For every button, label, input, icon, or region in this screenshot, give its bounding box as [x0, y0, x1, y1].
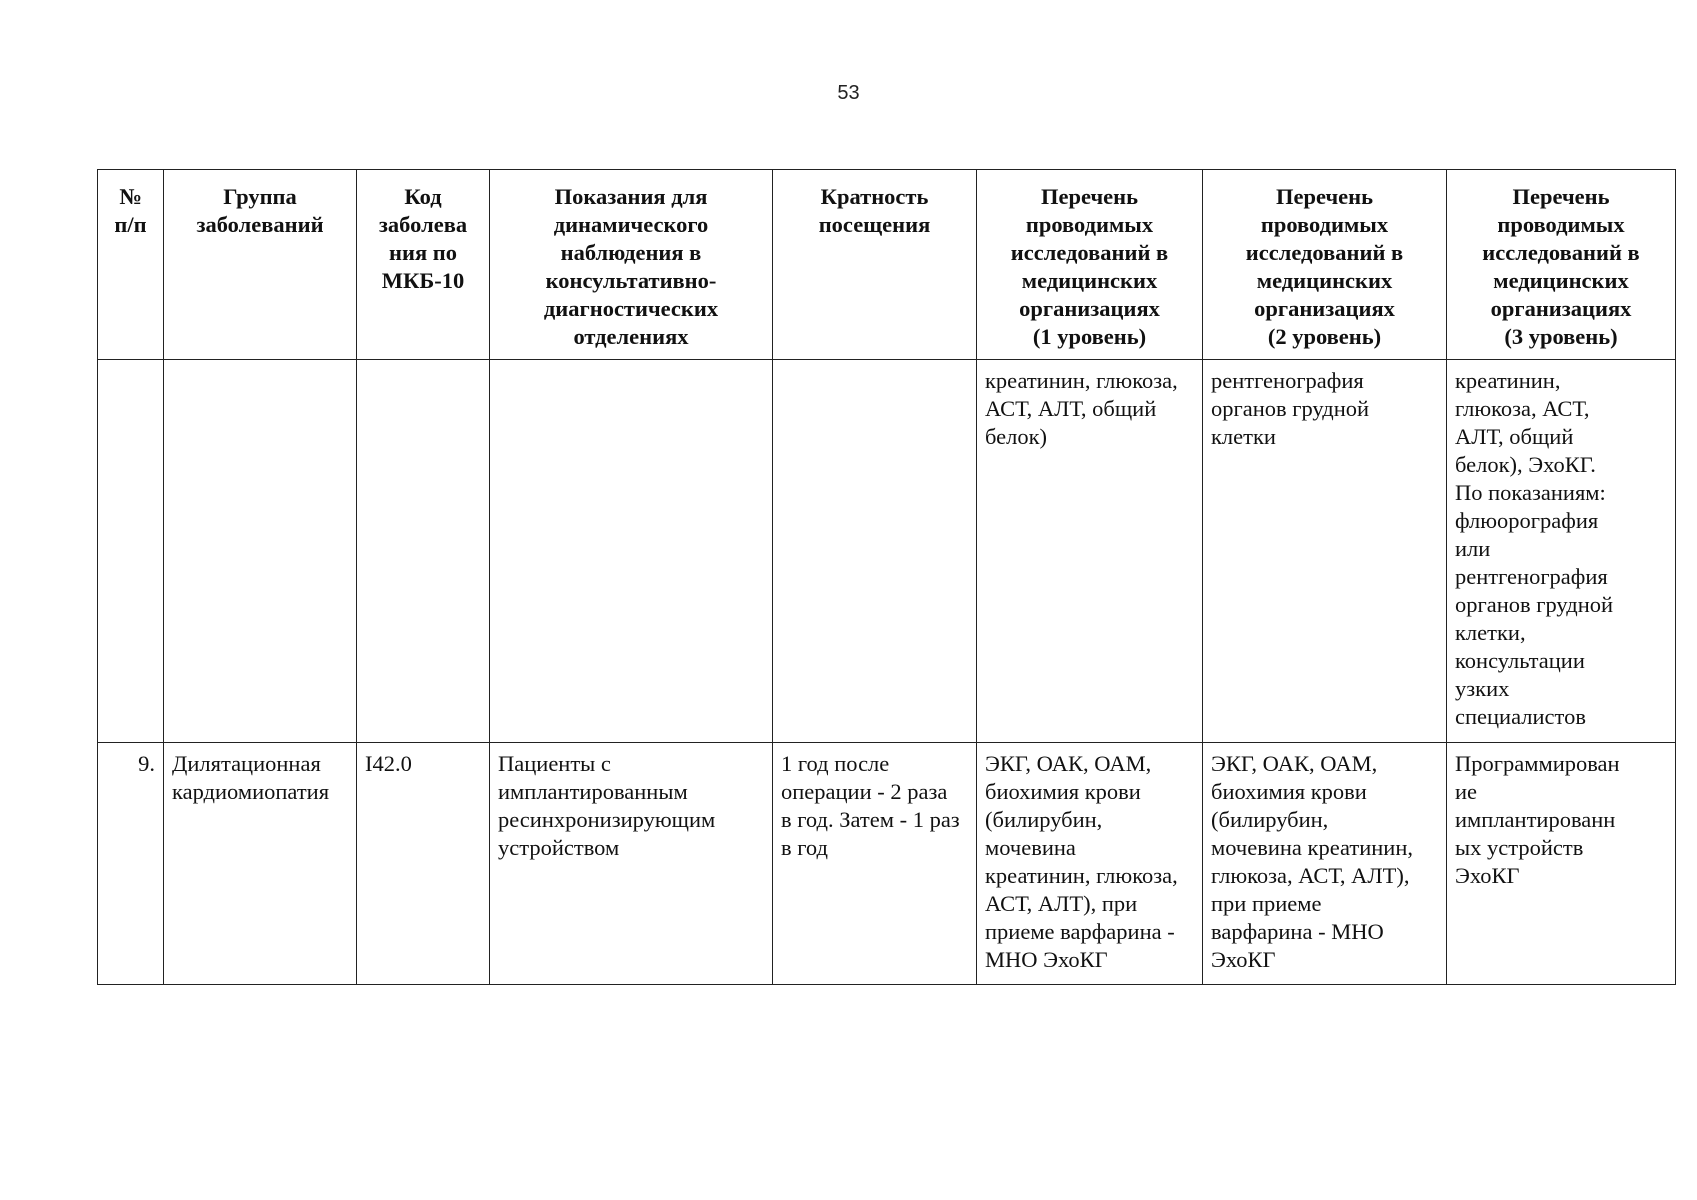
header-level-3-studies: Перечень проводимых исследований в медицинских организациях (3 уровень): [1447, 170, 1676, 360]
header-visit-frequency: Кратность посещения: [773, 170, 977, 360]
cell-level-2-studies: рентгенография органов грудной клетки: [1203, 360, 1447, 743]
cell-disease-group: [164, 360, 357, 743]
dispensary-observation-table: [97, 169, 1676, 985]
header-indications: Показания для динамического наблюдения в консультативно- диагностических отделениях: [490, 170, 773, 360]
table-header-row: [98, 170, 1676, 360]
cell-level-3-studies: креатинин, глюкоза, АСТ, АЛТ, общий белок), ЭхоКГ. По показаниям: флюорография или рентгенография органов грудной клетки, консультации узких специалистов: [1447, 360, 1676, 743]
header-level-2-studies: Перечень проводимых исследований в медицинских организациях (2 уровень): [1203, 170, 1447, 360]
cell-disease-group: Дилятационная кардиомиопатия: [164, 743, 357, 985]
header-level-1-studies: Перечень проводимых исследований в медицинских организациях (1 уровень): [977, 170, 1203, 360]
cell-level-3-studies: Программирован ие имплантированн ых устройств ЭхоКГ: [1447, 743, 1676, 985]
header-icd-code: Код заболева ния по МКБ-10: [357, 170, 490, 360]
cell-level-2-studies: ЭКГ, ОАК, ОАМ, биохимия крови (билирубин, мочевина креатинин, глюкоза, АСТ, АЛТ), при приеме варфарина - МНО ЭхоКГ: [1203, 743, 1447, 985]
cell-visit-frequency: 1 год после операции - 2 раза в год. Затем - 1 раз в год: [773, 743, 977, 985]
cell-number: [98, 360, 164, 743]
cell-level-1-studies: креатинин, глюкоза, АСТ, АЛТ, общий белок): [977, 360, 1203, 743]
table-row: [98, 360, 1676, 743]
header-disease-group: Группа заболеваний: [164, 170, 357, 360]
cell-icd-code: I42.0: [357, 743, 490, 985]
cell-indications: [490, 360, 773, 743]
cell-level-1-studies: ЭКГ, ОАК, ОАМ, биохимия крови (билирубин, мочевина креатинин, глюкоза, АСТ, АЛТ), при приеме варфарина - МНО ЭхоКГ: [977, 743, 1203, 985]
header-number: № п/п: [98, 170, 164, 360]
cell-number: 9.: [98, 743, 164, 985]
table-row: [98, 743, 1676, 985]
cell-icd-code: [357, 360, 490, 743]
cell-visit-frequency: [773, 360, 977, 743]
page-number: 53: [837, 82, 860, 104]
cell-indications: Пациенты с имплантированным ресинхронизирующим устройством: [490, 743, 773, 985]
